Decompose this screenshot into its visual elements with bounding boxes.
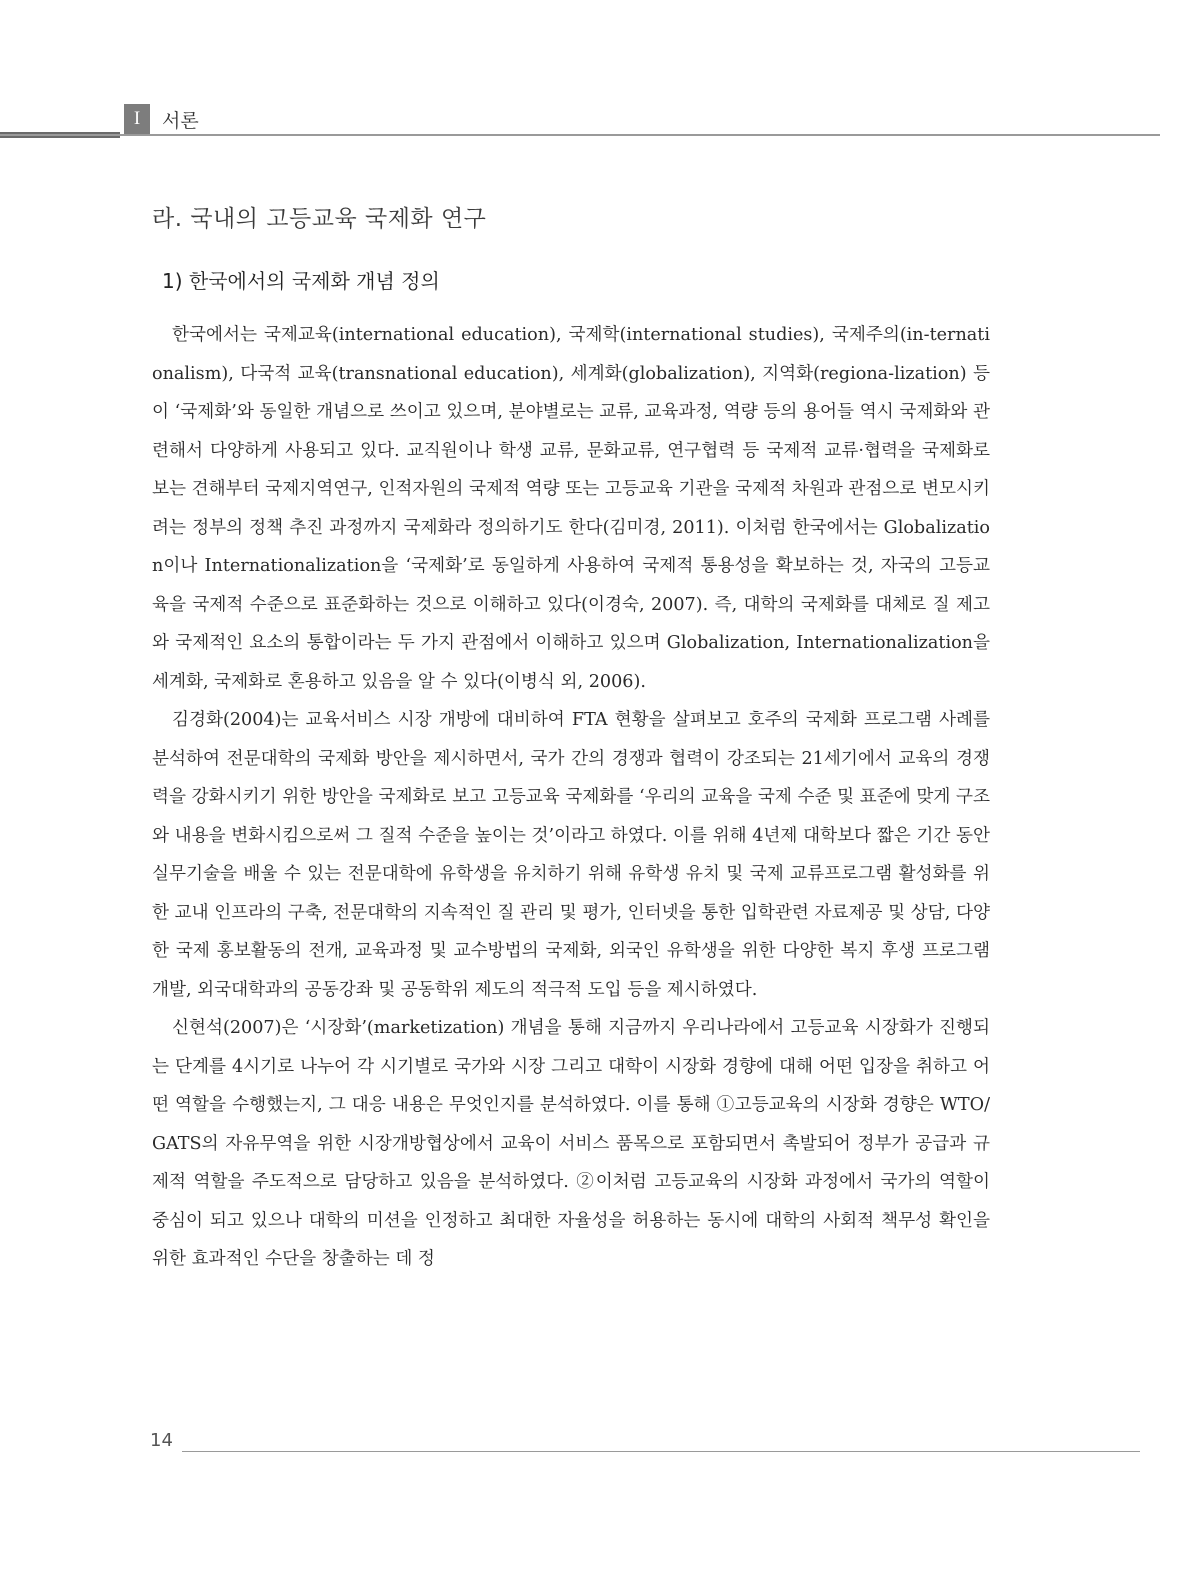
header-rule xyxy=(0,134,1160,136)
page-footer xyxy=(0,1430,1182,1460)
body-text xyxy=(152,316,990,1279)
section-title: 라. 국내의 고등교육 국제화 연구 xyxy=(152,206,487,232)
subsection-title: 1) 한국에서의 국제화 개념 정의 xyxy=(162,269,440,293)
footer-rule xyxy=(182,1451,1140,1452)
paragraph: 김경화(2004)는 교육서비스 시장 개방에 대비하여 FTA 현황을 살펴보고 호주의 국제화 프로그램 사례를 분석하여 전문대학의 국제화 방안을 제시하면서, 국가 간의 경쟁과 협력이 강조되는 21세기에서 교육의 경쟁력을 강화시키기 위한 방안을 국제화로 보고 고등교육 국제화를 ‘우리의 교육을 국제 수준 및 표준에 맞게 구조와 내용을 변화시킴으로써 그 질적 수준을 높이는 것’이라고 하였다. 이를 위해 4년제 대학보다 짧은 기간 동안 실무기술을 배울 수 있는 전문대학에 유학생을 유치하기 위해 유학생 유치 및 국제 교류프로그램 활성화를 위한 교내 인프라의 구축, 전문대학의 지속적인 질 관리 및 평가, 인터넷을 통한 입학관련 자료제공 및 상담, 다양한 국제 홍보활동의 전개, 교육과정 및 교수방법의 국제화, 외국인 유학생을 위한 다양한 복지 후생 프로그램 개발, 외국대학과의 공동강좌 및 공동학위 제도의 적극적 도입 등을 제시하였다. xyxy=(152,710,990,1000)
chapter-number-badge: I xyxy=(124,104,150,134)
paragraph: 신현석(2007)은 ‘시장화’(marketization) 개념을 통해 지금까지 우리나라에서 고등교육 시장화가 진행되는 단계를 4시기로 나누어 각 시기별로 국가와 시장 그리고 대학이 시장화 경향에 대해 어떤 입장을 취하고 어떤 역할을 수행했는지, 그 대응 내용은 무엇인지를 분석하였다. 이를 통해 ①고등교육의 시장화 경향은 WTO/GATS의 자유무역을 위한 시장개방협상에서 교육이 서비스 품목으로 포함되면서 촉발되어 정부가 공급과 규제적 역할을 주도적으로 담당하고 있음을 분석하였다. ②이처럼 고등교육의 시장화 과정에서 국가의 역할이 중심이 되고 있으나 대학의 미션을 인정하고 최대한 자율성을 허용하는 동시에 대학의 사회적 책무성 확인을 위한 효과적인 수단을 창출하는 데 정 xyxy=(152,1018,990,1269)
chapter-title: 서론 xyxy=(162,110,199,132)
paragraph: 한국에서는 국제교육(international education), 국제학(international studies), 국제주의(in-ternationalism), 다국적 교육(transnational education), 세계화(globalization), 지역화(regiona-lization) 등이 ‘국제화’와 동일한 개념으로 쓰이고 있으며, 분야별로는 교류, 교육과정, 역량 등의 용어들 역시 국제화와 관련해서 다양하게 사용되고 있다. 교직원이나 학생 교류, 문화교류, 연구협력 등 국제적 교류·협력을 국제화로 보는 견해부터 국제지역연구, 인적자원의 국제적 역량 또는 고등교육 기관을 국제적 차원과 관점으로 변모시키려는 정부의 정책 추진 과정까지 국제화라 정의하기도 한다(김미경, 2011). 이처럼 한국에서는 Globalization이나 Internationalization을 ‘국제화’로 동일하게 사용하여 국제적 통용성을 확보하는 것, 자국의 고등교육을 국제적 수준으로 표준화하는 것으로 이해하고 있다(이경숙, 2007). 즉, 대학의 국제화를 대체로 질 제고와 국제적인 요소의 통합이라는 두 가지 관점에서 이해하고 있으며 Globalization, Internationalization을 세계화, 국제화로 혼용하고 있음을 알 수 있다(이병식 외, 2006). xyxy=(152,325,990,692)
running-header xyxy=(0,104,1160,140)
page-number: 14 xyxy=(150,1430,173,1451)
